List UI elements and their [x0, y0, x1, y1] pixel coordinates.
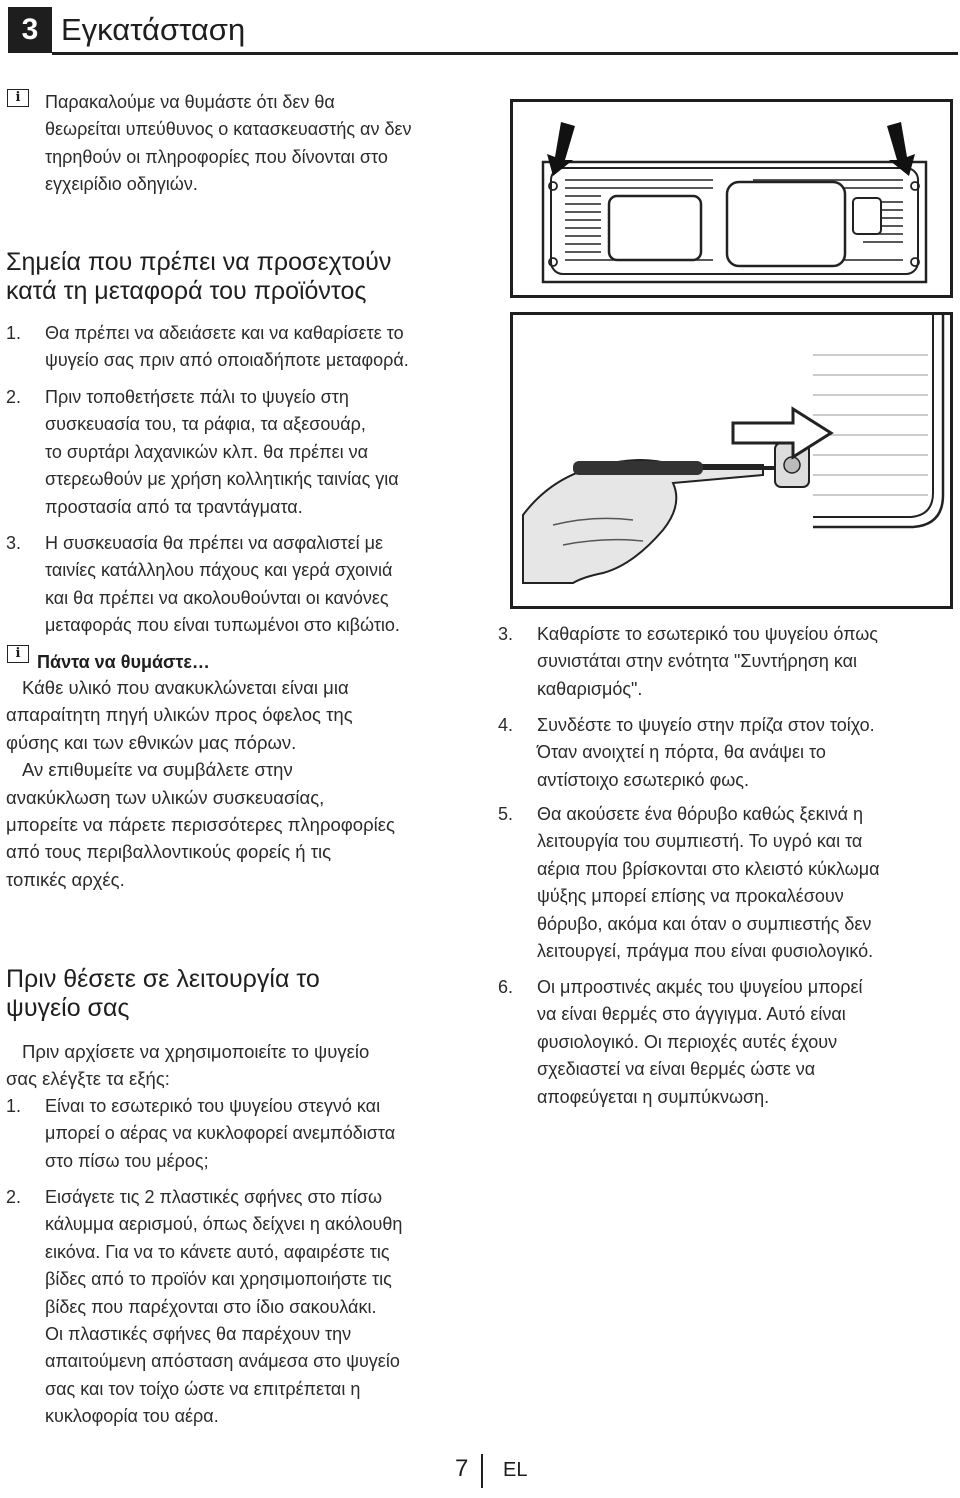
footer-divider: [481, 1454, 483, 1488]
intro-line: Πριν αρχίσετε να χρησιμοποιείτε το ψυγείο: [22, 1041, 370, 1062]
item-line: Θα πρέπει να αδειάσετε και να καθαρίσετε το: [45, 323, 404, 343]
item-line: συνιστάται στην ενότητα "Συντήρηση και: [537, 651, 858, 672]
header-rule: [52, 52, 958, 55]
item-line: αντίστοιχο εσωτερικό φως.: [537, 769, 749, 790]
item-number: 5.: [498, 804, 514, 824]
remember-line: απαραίτητη πηγή υλικών προς όφελος της: [6, 704, 353, 726]
heading-line: Σημεία που πρέπει να προσεχτούν: [6, 248, 392, 276]
section-number: 3: [8, 7, 52, 53]
item-line: ψυγείο σας πριν από οποιαδήποτε μεταφορά.: [45, 350, 409, 371]
item-line: ταινίες κατάλληλου πάχους και γερά σχοινιά: [45, 560, 393, 581]
fridge-back-figure: [510, 99, 953, 298]
item-line: αποφεύγεται η συμπύκνωση.: [537, 1086, 770, 1107]
remember-line: από τους περιβαλλοντικούς φορείς ή τις: [6, 841, 332, 863]
notice-line: θεωρείται υπεύθυνος ο κατασκευαστής αν δεν: [45, 119, 412, 140]
item-line: Είναι το εσωτερικό του ψυγείου στεγνό και: [45, 1096, 381, 1116]
remember-line: Αν επιθυμείτε να συμβάλετε στην: [22, 759, 293, 781]
item-line: το συρτάρι λαχανικών κλπ. θα πρέπει να: [45, 441, 369, 462]
section-header: [8, 7, 958, 55]
heading-line: ψυγείο σας: [6, 994, 130, 1022]
item-line: στο πίσω του μέρος;: [45, 1150, 209, 1171]
item-line: κάλυμμα αερισμού, όπως δείχνει η ακόλουθη: [45, 1214, 403, 1235]
item-line: μεταφοράς που είναι τυπωμένοι στο κιβώτιο.: [45, 615, 400, 636]
item-line: Οι μπροστινές ακμές του ψυγείου μπορεί: [537, 977, 863, 997]
remember-line: φύσης και των εθνικών μας πόρων.: [6, 731, 297, 753]
notice-line: τηρηθούν οι πληροφορίες που δίνονται στο: [45, 146, 388, 167]
item-line: Καθαρίστε το εσωτερικό του ψυγείου όπως: [537, 624, 878, 644]
item-line: Όταν ανοιχτεί η πόρτα, θα ανάψει το: [537, 742, 826, 763]
item-line: λειτουργία του συμπιεστή. Το υγρό και τα: [537, 831, 863, 852]
item-line: βίδες από το προϊόν και χρησιμοποιήστε τις: [45, 1269, 392, 1290]
remember-line: Κάθε υλικό που ανακυκλώνεται είναι μια: [22, 677, 349, 698]
item-line: να είναι θερμές στο άγγιγμα. Αυτό είναι: [537, 1004, 846, 1025]
transport-heading: [6, 248, 391, 306]
item-number: 3.: [6, 533, 22, 553]
item-number: 1.: [6, 323, 22, 343]
item-line: συσκευασία του, τα ράφια, τα αξεσουάρ,: [45, 414, 366, 435]
remember-text: [6, 674, 395, 893]
section-title: Εγκατάσταση: [61, 12, 246, 47]
item-number: 6.: [498, 977, 514, 997]
before-use-heading: [6, 965, 320, 1023]
item-line: Εισάγετε τις 2 πλαστικές σφήνες στο πίσω: [45, 1187, 382, 1207]
item-line: ψύξης μπορεί επίσης να προκαλέσουν: [537, 886, 844, 907]
item-line: καθαρισμός".: [537, 678, 643, 699]
heading-line: Πριν θέσετε σε λειτουργία το: [6, 965, 320, 993]
item-number: 4.: [498, 715, 514, 735]
item-line: Η συσκευασία θα πρέπει να ασφαλιστεί με: [45, 533, 384, 553]
info-icon: i: [7, 645, 29, 663]
item-line: Θα ακούσετε ένα θόρυβο καθώς ξεκινά η: [537, 804, 864, 824]
item-line: σχεδιαστεί να είναι θερμές ώστε να: [537, 1059, 816, 1080]
item-line: θόρυβο, ακόμα και όταν ο συμπιεστής δεν: [537, 913, 872, 934]
screwdriver-figure: [510, 312, 953, 609]
item-number: 1.: [6, 1096, 22, 1116]
item-number: 3.: [498, 624, 514, 644]
item-line: σας και τον τοίχο ώστε να επιτρέπεται η: [45, 1378, 361, 1399]
item-line: λειτουργεί, πράγμα που είναι φυσιολογικό.: [537, 941, 874, 962]
item-line: φυσιολογικό. Οι περιοχές αυτές έχουν: [537, 1031, 838, 1052]
item-line: βίδες που παρέχονται στο ίδιο σακουλάκι.: [45, 1296, 377, 1317]
item-line: εικόνα. Για να το κάνετε αυτό, αφαιρέστε τις: [45, 1241, 390, 1262]
intro-line: σας ελέγξτε τα εξής:: [6, 1068, 170, 1090]
item-line: Οι πλαστικές σφήνες θα παρέχουν την: [45, 1324, 352, 1345]
remember-line: μπορείτε να πάρετε περισσότερες πληροφορίες: [6, 814, 395, 836]
item-number: 2.: [6, 1187, 22, 1207]
item-line: μπορεί ο αέρας να κυκλοφορεί ανεμπόδιστα: [45, 1123, 396, 1144]
before-use-intro: [6, 1038, 369, 1093]
heading-line: κατά τη μεταφορά του προϊόντος: [6, 277, 367, 305]
item-line: κυκλοφορία του αέρα.: [45, 1406, 219, 1427]
remember-line: τοπικές αρχές.: [6, 868, 125, 890]
notice-text: [45, 89, 412, 199]
item-line: Πριν τοποθετήσετε πάλι το ψυγείο στη: [45, 387, 349, 407]
remember-title: Πάντα να θυμάστε…: [37, 652, 210, 672]
remember-line: ανακύκλωση των υλικών συσκευασίας,: [6, 786, 325, 808]
language-code: EL: [503, 1459, 528, 1481]
notice-line: εγχειρίδιο οδηγιών.: [45, 174, 198, 195]
notice-line: Παρακαλούμε να θυμάστε ότι δεν θα: [45, 92, 335, 112]
item-line: αέρια που βρίσκονται στο κλειστό κύκλωμα: [537, 858, 880, 879]
item-line: απαιτούμενη απόσταση ανάμεσα στο ψυγείο: [45, 1351, 400, 1372]
page-number: 7: [455, 1455, 469, 1482]
item-number: 2.: [6, 387, 22, 407]
item-line: και θα πρέπει να ακολουθούνται οι κανόνες: [45, 587, 389, 608]
item-line: Συνδέστε το ψυγείο στην πρίζα στον τοίχο.: [537, 715, 875, 735]
item-line: στερεωθούν με χρήση κολλητικής ταινίας για: [45, 469, 399, 490]
item-line: προστασία από τα τραντάγματα.: [45, 496, 303, 517]
info-icon: i: [7, 89, 29, 107]
